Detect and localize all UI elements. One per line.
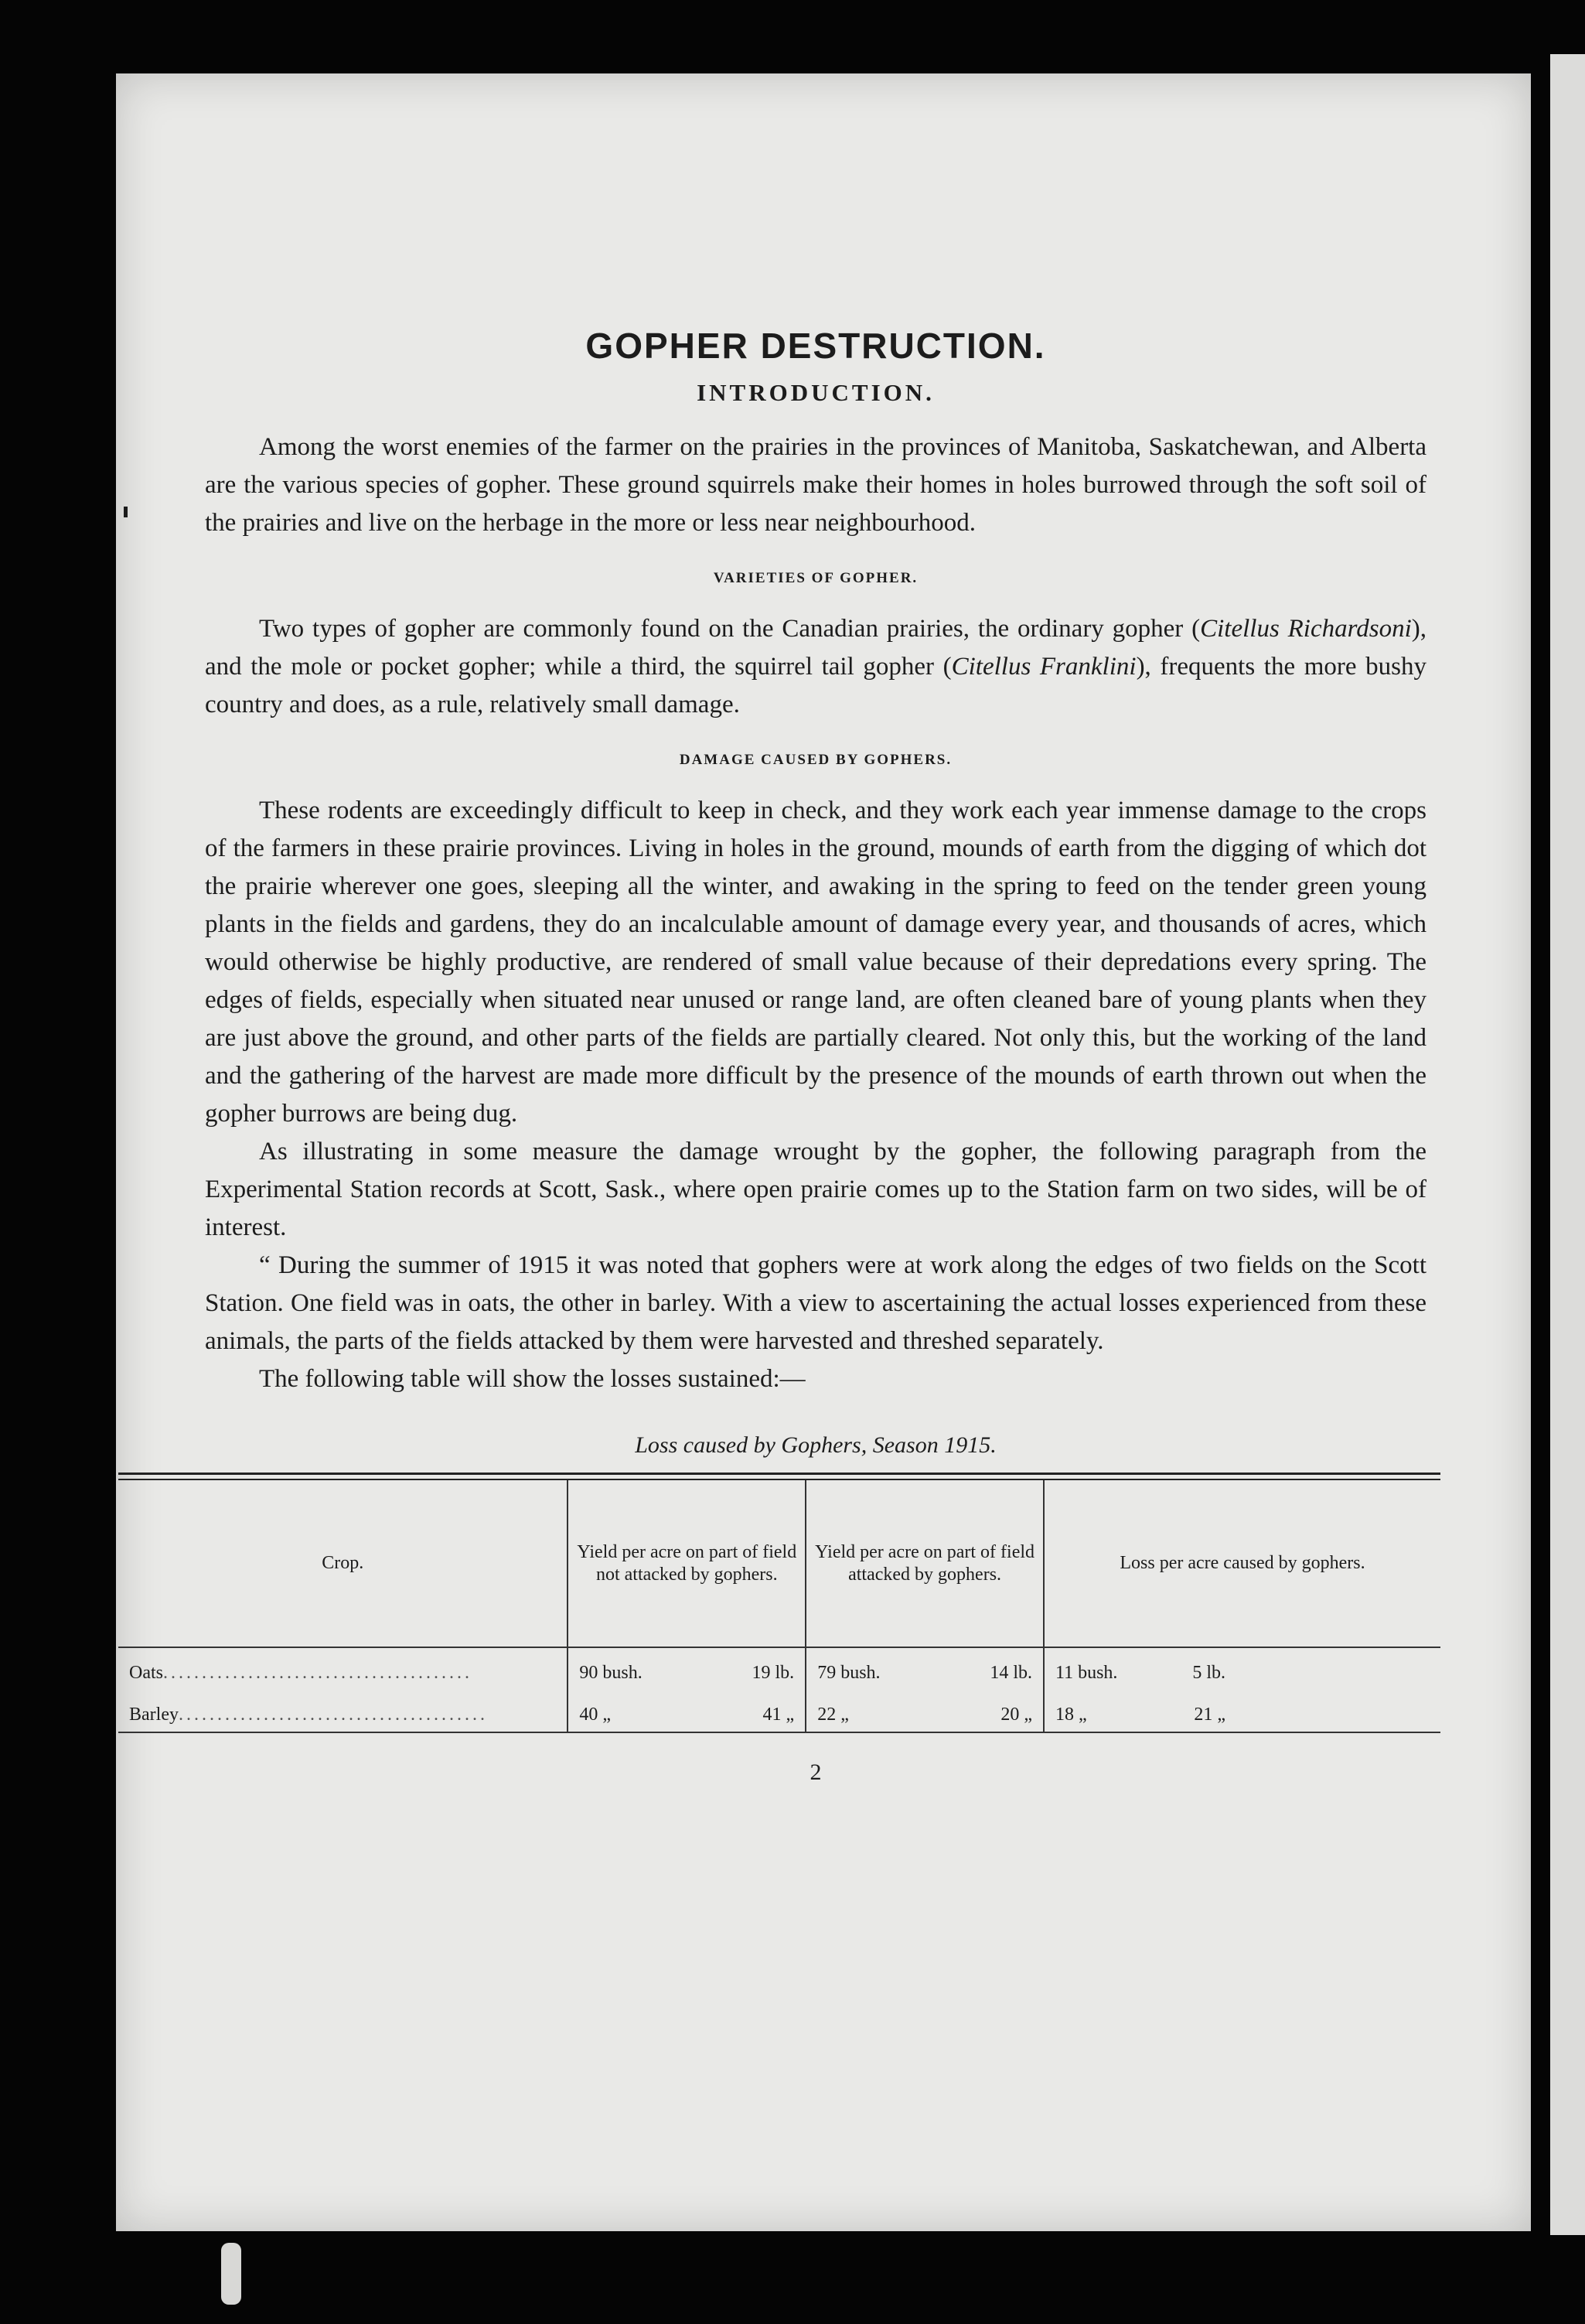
crop-name: Barley [129,1705,179,1725]
varieties-text-1: Two types of gopher are commonly found on the Canadian prairies, the ordinary gopher ( [259,615,1201,643]
header-not-attacked: Yield per acre on part of field not attacked by gophers. [568,1480,806,1647]
leader-dots: ........................................ [163,1663,472,1683]
table-top-rule [118,1473,1440,1480]
header-attacked: Yield per acre on part of field attacked by gophers. [806,1480,1044,1647]
crop-cell [118,1690,568,1732]
loss-cell [1044,1690,1440,1732]
table-header-row [118,1480,1440,1647]
page-content [129,325,1426,1786]
intro-paragraph: Among the worst enemies of the farmer on the prairies in the provinces of Manitoba, Saskatchewan, and Alberta are the various species of gopher. These ground squirrels make their homes in holes burrowed through the soft soil of the prairies and live on the herbage in the more or less near neighbourhood. [205,433,1426,537]
loss-table [118,1480,1440,1733]
taxon-name: Citellus Franklini [951,653,1137,681]
header-crop: Crop. [118,1480,568,1647]
illustration-paragraph: As illustrating in some measure the damage wrought by the gopher, the following paragraph from the Experimental Station records at Scott, Sask., where open prairie comes up to the Station farm on two sides, will be of interest. [205,1138,1426,1241]
table-caption: Loss caused by Gophers, Season 1915. [635,1432,997,1458]
attacked-bush: 79 bush. [817,1663,881,1683]
loss-table-wrapper [118,1473,1440,1733]
crop-cell [118,1647,568,1690]
crop-name: Oats [129,1663,163,1683]
varieties-text-3: ), frequents the more bushy country and does, as a rule, relatively small damage. [205,653,1426,718]
page-number: 2 [810,1759,822,1785]
header-loss: Loss per acre caused by gophers. [1044,1480,1440,1647]
not-attacked-bush: 90 bush. [579,1663,643,1683]
section-heading-damage: DAMAGE CAUSED BY GOPHERS. [679,752,953,768]
attacked-lb: 14 lb. [990,1663,1032,1683]
adjacent-page-edge [1550,54,1585,2235]
table-row [118,1690,1440,1732]
damage-paragraph: These rodents are exceedingly difficult to keep in check, and they work each year immense damage to the crops of the farmers in these prairie provinces. Living in holes in the ground, mounds of earth from the digging of which dot the prairie wherever one goes, sleeping all the winter, and awaking in the spring to feed on the tender green young plants in the fields and gardens, they do an incalculable amount of damage every year, and thousands of acres, which would otherwise be highly productive, are rendered of small value because of their depredations every spring. The edges of fields, especially when situated near unused or range land, are often cleaned bare of young plants when they are just above the ground, and other parts of the fields are partially cleared. Not only this, but the working of the land and the gathering of the harvest are made more difficult by the presence of the mounds of earth thrown out when the gopher burrows are being dug. [205,797,1426,1128]
scan-artifact [221,2243,241,2305]
loss-bush: 18 „ [1055,1705,1087,1725]
attacked-bush: 22 „ [817,1705,849,1725]
taxon-name: Citellus Richardsoni [1200,615,1412,643]
not-attacked-cell [568,1647,806,1690]
attacked-cell [806,1690,1044,1732]
not-attacked-cell [568,1690,806,1732]
table-row [118,1647,1440,1690]
loss-lb: 5 lb. [1192,1663,1225,1683]
not-attacked-lb: 41 „ [762,1705,795,1725]
not-attacked-lb: 19 lb. [752,1663,795,1683]
page-title: GOPHER DESTRUCTION. [585,326,1046,366]
scan-speck [124,507,128,517]
quote-paragraph: “ During the summer of 1915 it was noted that gophers were at work along the edges of two fields on the Scott Station. One field was in oats, the other in barley. With a view to ascertaining the actual losses experienced from these animals, the parts of the fields attacked by them were harvested and threshed separately. [205,1251,1426,1355]
loss-cell [1044,1647,1440,1690]
varieties-text-2: ), and the mole or pocket gopher; while a third, the squirrel tail gopher ( [205,615,1426,681]
attacked-cell [806,1647,1044,1690]
not-attacked-bush: 40 „ [579,1705,612,1725]
loss-lb: 21 „ [1194,1705,1225,1725]
section-heading-varieties: VARIETIES OF GOPHER. [713,570,919,586]
leader-dots: ........................................ [178,1705,488,1725]
varieties-paragraph [205,610,1426,724]
table-intro-paragraph: The following table will show the losses sustained:— [259,1365,806,1393]
attacked-lb: 20 „ [1000,1705,1032,1725]
page-subtitle: INTRODUCTION. [697,379,935,406]
loss-bush: 11 bush. [1055,1663,1118,1683]
